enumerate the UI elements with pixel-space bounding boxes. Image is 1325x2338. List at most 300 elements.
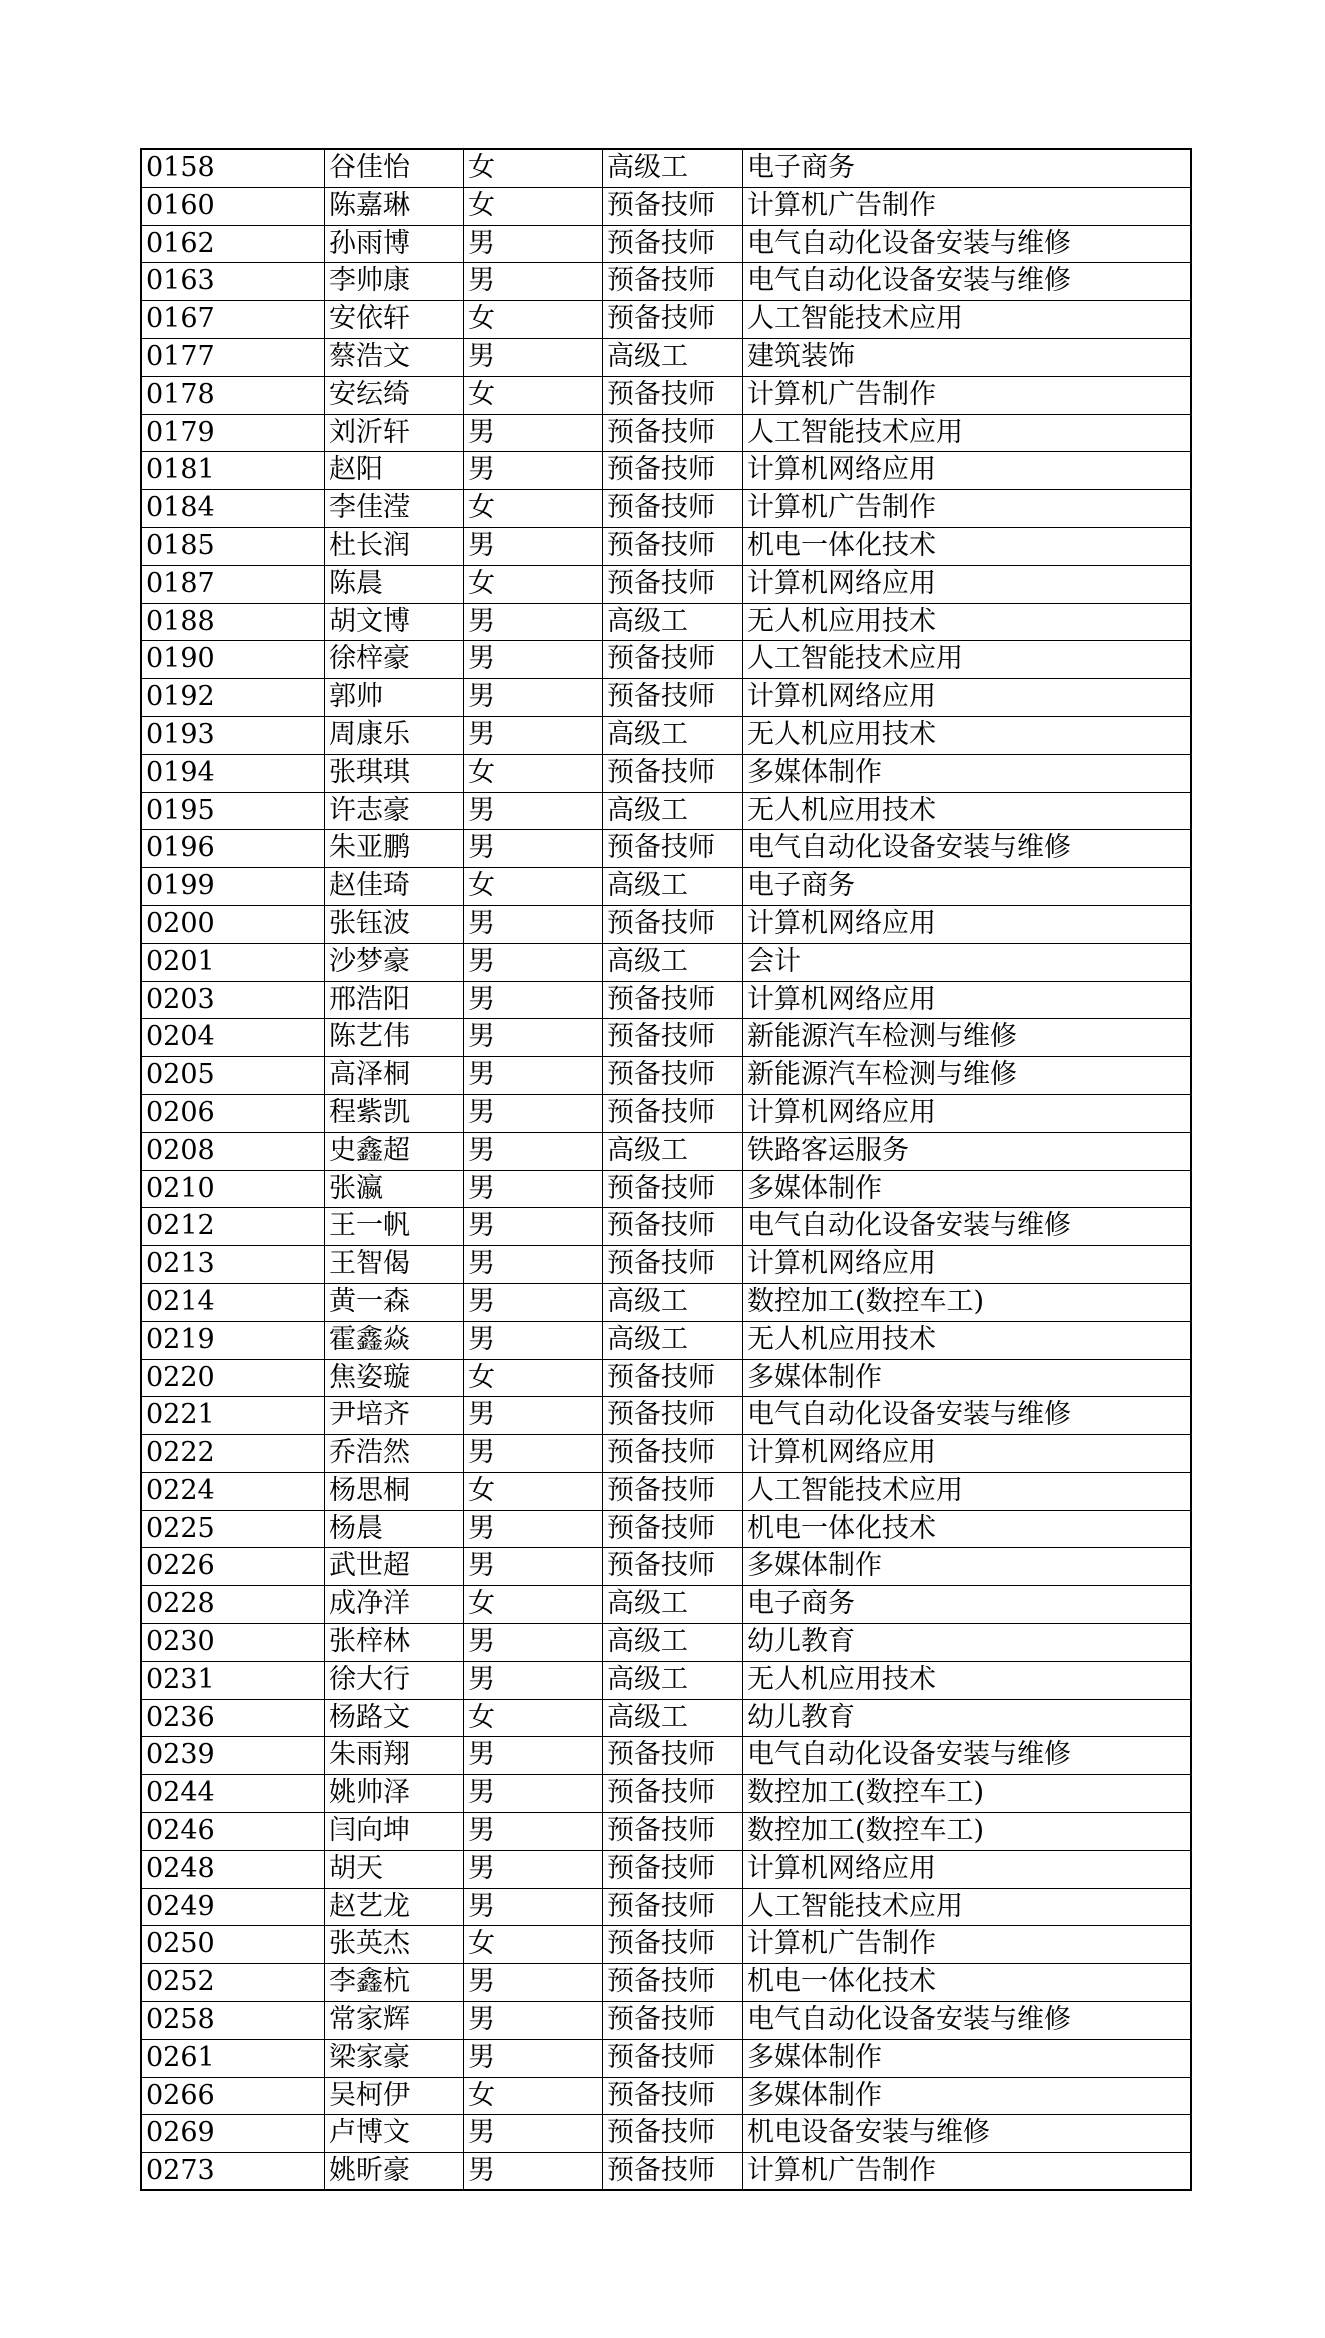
major-cell: 新能源汽车检测与维修 [747,1021,1017,1053]
table-row [142,1208,1190,1246]
level-cell: 高级工 [603,1624,743,1661]
level-cell: 预备技师 [603,528,743,565]
level-cell: 预备技师 [603,452,743,489]
gender-cell: 男 [464,604,603,641]
student-id-cell: 0269 [142,2115,325,2152]
gender-cell: 男 [464,1322,603,1359]
major-cell: 计算机网络应用 [747,567,936,599]
gender-cell: 男 [464,1246,603,1283]
table-row [142,415,1190,453]
gender-cell: 男 [464,679,603,716]
level-cell: 预备技师 [603,1360,743,1397]
major-cell: 电气自动化设备安装与维修 [747,832,1071,864]
table-row [142,1737,1190,1775]
table-row [142,1133,1190,1171]
major-cell: 计算机广告制作 [747,189,936,221]
student-id-cell: 0200 [142,906,325,943]
student-id-cell: 0204 [142,1019,325,1056]
gender-cell: 女 [464,490,603,527]
level-cell: 预备技师 [603,263,743,300]
major-cell: 铁路客运服务 [747,1134,909,1166]
level-cell: 预备技师 [603,1208,743,1245]
major-cell: 计算机广告制作 [747,378,936,410]
level-cell: 预备技师 [603,1019,743,1056]
table-row [142,717,1190,755]
level-cell: 预备技师 [603,1851,743,1888]
table-row [142,868,1190,906]
major-cell: 电气自动化设备安装与维修 [747,1399,1071,1431]
table-row [142,793,1190,831]
student-id-cell: 0239 [142,1737,325,1774]
student-name-cell: 王一帆 [325,1208,464,1245]
student-name-cell: 李鑫杭 [325,1964,464,2001]
major-cell: 多媒体制作 [747,1550,882,1582]
level-cell: 预备技师 [603,1397,743,1434]
student-name-cell: 陈嘉琳 [325,188,464,225]
major-cell: 机电一体化技术 [747,1512,936,1544]
student-name-cell: 史鑫超 [325,1133,464,1170]
level-cell: 高级工 [603,1586,743,1623]
gender-cell: 男 [464,1813,603,1850]
major-cell: 电子商务 [747,1588,855,1620]
major-cell: 机电一体化技术 [747,1966,936,1998]
table-row [142,679,1190,717]
table-row [142,1360,1190,1398]
table-row [142,377,1190,415]
gender-cell: 男 [464,717,603,754]
student-name-cell: 沙梦豪 [325,944,464,981]
gender-cell: 男 [464,2153,603,2189]
gender-cell: 男 [464,1662,603,1699]
level-cell: 预备技师 [603,1889,743,1926]
table-row [142,1926,1190,1964]
student-name-cell: 尹培齐 [325,1397,464,1434]
table-row [142,1322,1190,1360]
major-cell: 计算机广告制作 [747,2155,936,2187]
level-cell: 预备技师 [603,2002,743,2039]
student-name-cell: 闫向坤 [325,1813,464,1850]
level-cell: 预备技师 [603,2115,743,2152]
gender-cell: 男 [464,944,603,981]
gender-cell: 男 [464,2115,603,2152]
level-cell: 预备技师 [603,188,743,225]
major-cell: 幼儿教育 [747,1626,855,1658]
gender-cell: 男 [464,1889,603,1926]
student-name-cell: 郭帅 [325,679,464,716]
student-name-cell: 张英杰 [325,1926,464,1963]
student-id-cell: 0160 [142,188,325,225]
student-id-cell: 0261 [142,2040,325,2077]
table-row [142,1700,1190,1738]
level-cell: 预备技师 [603,1246,743,1283]
table-row [142,566,1190,604]
student-name-cell: 张琪琪 [325,755,464,792]
gender-cell: 男 [464,528,603,565]
major-cell: 会计 [747,945,801,977]
student-id-cell: 0193 [142,717,325,754]
major-cell: 人工智能技术应用 [747,1890,963,1922]
table-row [142,1171,1190,1209]
table-row [142,2002,1190,2040]
student-id-cell: 0199 [142,868,325,905]
major-cell: 电气自动化设备安装与维修 [747,265,1071,297]
student-id-cell: 0225 [142,1511,325,1548]
student-id-cell: 0162 [142,226,325,263]
student-id-cell: 0196 [142,830,325,867]
student-name-cell: 周康乐 [325,717,464,754]
student-id-cell: 0246 [142,1813,325,1850]
gender-cell: 女 [464,868,603,905]
table-row [142,490,1190,528]
level-cell: 高级工 [603,1133,743,1170]
major-cell: 计算机网络应用 [747,681,936,713]
student-id-cell: 0231 [142,1662,325,1699]
level-cell: 预备技师 [603,830,743,867]
level-cell: 高级工 [603,868,743,905]
gender-cell: 男 [464,1133,603,1170]
gender-cell: 男 [464,1397,603,1434]
table-row [142,1473,1190,1511]
table-row [142,1851,1190,1889]
level-cell: 预备技师 [603,226,743,263]
student-name-cell: 姚帅泽 [325,1775,464,1812]
student-name-cell: 梁家豪 [325,2040,464,2077]
student-id-cell: 0178 [142,377,325,414]
major-cell: 建筑装饰 [747,340,855,372]
student-name-cell: 张钰波 [325,906,464,943]
major-cell: 人工智能技术应用 [747,416,963,448]
gender-cell: 男 [464,906,603,943]
student-id-cell: 0273 [142,2153,325,2189]
level-cell: 预备技师 [603,2153,743,2189]
gender-cell: 女 [464,150,603,187]
major-cell: 电子商务 [747,152,855,183]
table-row [142,301,1190,339]
student-name-cell: 张瀛 [325,1171,464,1208]
major-cell: 计算机广告制作 [747,1928,936,1960]
level-cell: 预备技师 [603,2040,743,2077]
level-cell: 高级工 [603,793,743,830]
level-cell: 预备技师 [603,1057,743,1094]
student-id-cell: 0210 [142,1171,325,1208]
gender-cell: 男 [464,1095,603,1132]
table-row [142,1775,1190,1813]
table-row [142,641,1190,679]
gender-cell: 女 [464,1473,603,1510]
level-cell: 预备技师 [603,377,743,414]
gender-cell: 男 [464,415,603,452]
gender-cell: 男 [464,1019,603,1056]
level-cell: 预备技师 [603,1926,743,1963]
student-id-cell: 0208 [142,1133,325,1170]
gender-cell: 男 [464,2002,603,2039]
student-name-cell: 胡文博 [325,604,464,641]
student-name-cell: 徐大行 [325,1662,464,1699]
gender-cell: 男 [464,1851,603,1888]
table-row [142,1246,1190,1284]
table-row [142,263,1190,301]
student-id-cell: 0250 [142,1926,325,1963]
level-cell: 预备技师 [603,1473,743,1510]
student-name-cell: 李帅康 [325,263,464,300]
table-row [142,1889,1190,1927]
student-name-cell: 程紫凯 [325,1095,464,1132]
student-name-cell: 陈艺伟 [325,1019,464,1056]
student-id-cell: 0214 [142,1284,325,1321]
table-row [142,2115,1190,2153]
major-cell: 多媒体制作 [747,1361,882,1393]
gender-cell: 男 [464,1435,603,1472]
student-id-cell: 0244 [142,1775,325,1812]
gender-cell: 男 [464,1511,603,1548]
level-cell: 高级工 [603,1700,743,1737]
student-id-cell: 0248 [142,1851,325,1888]
level-cell: 预备技师 [603,1737,743,1774]
table-row [142,2040,1190,2078]
level-cell: 预备技师 [603,1813,743,1850]
level-cell: 高级工 [603,944,743,981]
level-cell: 预备技师 [603,755,743,792]
major-cell: 电子商务 [747,870,855,902]
student-name-cell: 安纭绮 [325,377,464,414]
student-id-cell: 0212 [142,1208,325,1245]
student-name-cell: 许志豪 [325,793,464,830]
major-cell: 多媒体制作 [747,2079,882,2111]
table-row [142,755,1190,793]
student-id-cell: 0188 [142,604,325,641]
student-name-cell: 蔡浩文 [325,339,464,376]
table-row [142,1624,1190,1662]
student-name-cell: 安依轩 [325,301,464,338]
gender-cell: 男 [464,1548,603,1585]
level-cell: 高级工 [603,604,743,641]
student-name-cell: 黄一森 [325,1284,464,1321]
major-cell: 数控加工(数控车工) [747,1285,985,1317]
student-name-cell: 常家辉 [325,2002,464,2039]
student-name-cell: 胡天 [325,1851,464,1888]
gender-cell: 女 [464,1700,603,1737]
major-cell: 无人机应用技术 [747,605,936,637]
gender-cell: 男 [464,339,603,376]
student-name-cell: 刘沂轩 [325,415,464,452]
table-row [142,528,1190,566]
level-cell: 预备技师 [603,301,743,338]
gender-cell: 男 [464,1171,603,1208]
student-name-cell: 朱亚鹏 [325,830,464,867]
major-cell: 机电设备安装与维修 [747,2117,990,2149]
student-name-cell: 卢博文 [325,2115,464,2152]
student-id-cell: 0206 [142,1095,325,1132]
student-name-cell: 杜长润 [325,528,464,565]
gender-cell: 女 [464,1926,603,1963]
student-id-cell: 0219 [142,1322,325,1359]
major-cell: 无人机应用技术 [747,794,936,826]
student-name-cell: 张梓林 [325,1624,464,1661]
major-cell: 多媒体制作 [747,1172,882,1204]
gender-cell: 女 [464,301,603,338]
major-cell: 计算机网络应用 [747,907,936,939]
major-cell: 多媒体制作 [747,756,882,788]
major-cell: 计算机网络应用 [747,1096,936,1128]
table-row [142,1586,1190,1624]
gender-cell: 女 [464,2078,603,2115]
level-cell: 预备技师 [603,490,743,527]
student-name-cell: 孙雨博 [325,226,464,263]
level-cell: 预备技师 [603,982,743,1019]
level-cell: 预备技师 [603,1511,743,1548]
major-cell: 计算机网络应用 [747,1248,936,1280]
major-cell: 电气自动化设备安装与维修 [747,227,1071,259]
student-id-cell: 0266 [142,2078,325,2115]
student-id-cell: 0179 [142,415,325,452]
gender-cell: 男 [464,982,603,1019]
student-id-cell: 0177 [142,339,325,376]
student-name-cell: 武世超 [325,1548,464,1585]
table-row [142,1095,1190,1133]
student-id-cell: 0201 [142,944,325,981]
level-cell: 高级工 [603,1284,743,1321]
major-cell: 人工智能技术应用 [747,643,963,675]
level-cell: 高级工 [603,717,743,754]
major-cell: 计算机网络应用 [747,983,936,1015]
table-row [142,944,1190,982]
student-id-cell: 0222 [142,1435,325,1472]
student-name-cell: 霍鑫焱 [325,1322,464,1359]
student-name-cell: 李佳滢 [325,490,464,527]
student-name-cell: 陈晨 [325,566,464,603]
gender-cell: 男 [464,452,603,489]
major-cell: 新能源汽车检测与维修 [747,1059,1017,1091]
table-row [142,604,1190,642]
level-cell: 高级工 [603,339,743,376]
table-row [142,1435,1190,1473]
student-id-cell: 0228 [142,1586,325,1623]
major-cell: 计算机网络应用 [747,1852,936,1884]
student-id-cell: 0220 [142,1360,325,1397]
student-id-cell: 0192 [142,679,325,716]
table-row [142,1284,1190,1322]
major-cell: 无人机应用技术 [747,718,936,750]
level-cell: 预备技师 [603,415,743,452]
table-row [142,2078,1190,2116]
level-cell: 预备技师 [603,1095,743,1132]
level-cell: 预备技师 [603,566,743,603]
major-cell: 无人机应用技术 [747,1323,936,1355]
student-id-cell: 0184 [142,490,325,527]
student-id-cell: 0205 [142,1057,325,1094]
major-cell: 计算机网络应用 [747,1437,936,1469]
table-row [142,830,1190,868]
level-cell: 高级工 [603,1662,743,1699]
gender-cell: 男 [464,1964,603,2001]
student-id-cell: 0194 [142,755,325,792]
student-name-cell: 吴柯伊 [325,2078,464,2115]
gender-cell: 男 [464,793,603,830]
gender-cell: 男 [464,2040,603,2077]
table-row [142,906,1190,944]
student-name-cell: 高泽桐 [325,1057,464,1094]
table-row [142,1964,1190,2002]
major-cell: 计算机网络应用 [747,454,936,486]
major-cell: 多媒体制作 [747,2041,882,2073]
student-name-cell: 成净洋 [325,1586,464,1623]
major-cell: 电气自动化设备安装与维修 [747,1739,1071,1771]
student-id-cell: 0158 [142,150,325,187]
student-name-cell: 杨路文 [325,1700,464,1737]
student-id-cell: 0195 [142,793,325,830]
major-cell: 电气自动化设备安装与维修 [747,1210,1071,1242]
table-row [142,1057,1190,1095]
level-cell: 预备技师 [603,1171,743,1208]
gender-cell: 男 [464,1208,603,1245]
student-name-cell: 王智偈 [325,1246,464,1283]
major-cell: 幼儿教育 [747,1701,855,1733]
student-id-cell: 0203 [142,982,325,1019]
table-row [142,1019,1190,1057]
major-cell: 人工智能技术应用 [747,303,963,335]
student-id-cell: 0224 [142,1473,325,1510]
gender-cell: 女 [464,755,603,792]
student-name-cell: 姚昕豪 [325,2153,464,2189]
gender-cell: 男 [464,1737,603,1774]
student-id-cell: 0236 [142,1700,325,1737]
table-row [142,452,1190,490]
student-name-cell: 乔浩然 [325,1435,464,1472]
table-row [142,2153,1190,2191]
student-id-cell: 0213 [142,1246,325,1283]
student-name-cell: 赵佳琦 [325,868,464,905]
student-name-cell: 杨思桐 [325,1473,464,1510]
gender-cell: 女 [464,1360,603,1397]
level-cell: 预备技师 [603,1548,743,1585]
level-cell: 预备技师 [603,2078,743,2115]
student-name-cell: 焦姿璇 [325,1360,464,1397]
major-cell: 电气自动化设备安装与维修 [747,2004,1071,2036]
student-table [140,148,1192,2191]
student-id-cell: 0249 [142,1889,325,1926]
level-cell: 预备技师 [603,1435,743,1472]
table-row [142,1548,1190,1586]
level-cell: 预备技师 [603,906,743,943]
table-row [142,982,1190,1020]
student-id-cell: 0230 [142,1624,325,1661]
table-row [142,339,1190,377]
student-id-cell: 0252 [142,1964,325,2001]
student-name-cell: 赵阳 [325,452,464,489]
student-id-cell: 0221 [142,1397,325,1434]
table-row [142,1662,1190,1700]
student-id-cell: 0163 [142,263,325,300]
student-name-cell: 朱雨翔 [325,1737,464,1774]
major-cell: 人工智能技术应用 [747,1474,963,1506]
major-cell: 计算机广告制作 [747,492,936,524]
level-cell: 高级工 [603,1322,743,1359]
major-cell: 数控加工(数控车工) [747,1777,985,1809]
table-row [142,188,1190,226]
table-row [142,226,1190,264]
level-cell: 高级工 [603,150,743,187]
student-id-cell: 0187 [142,566,325,603]
gender-cell: 女 [464,566,603,603]
student-id-cell: 0181 [142,452,325,489]
gender-cell: 女 [464,1586,603,1623]
gender-cell: 男 [464,1775,603,1812]
level-cell: 预备技师 [603,1775,743,1812]
student-name-cell: 赵艺龙 [325,1889,464,1926]
major-cell: 无人机应用技术 [747,1663,936,1695]
gender-cell: 女 [464,188,603,225]
major-cell: 机电一体化技术 [747,529,936,561]
